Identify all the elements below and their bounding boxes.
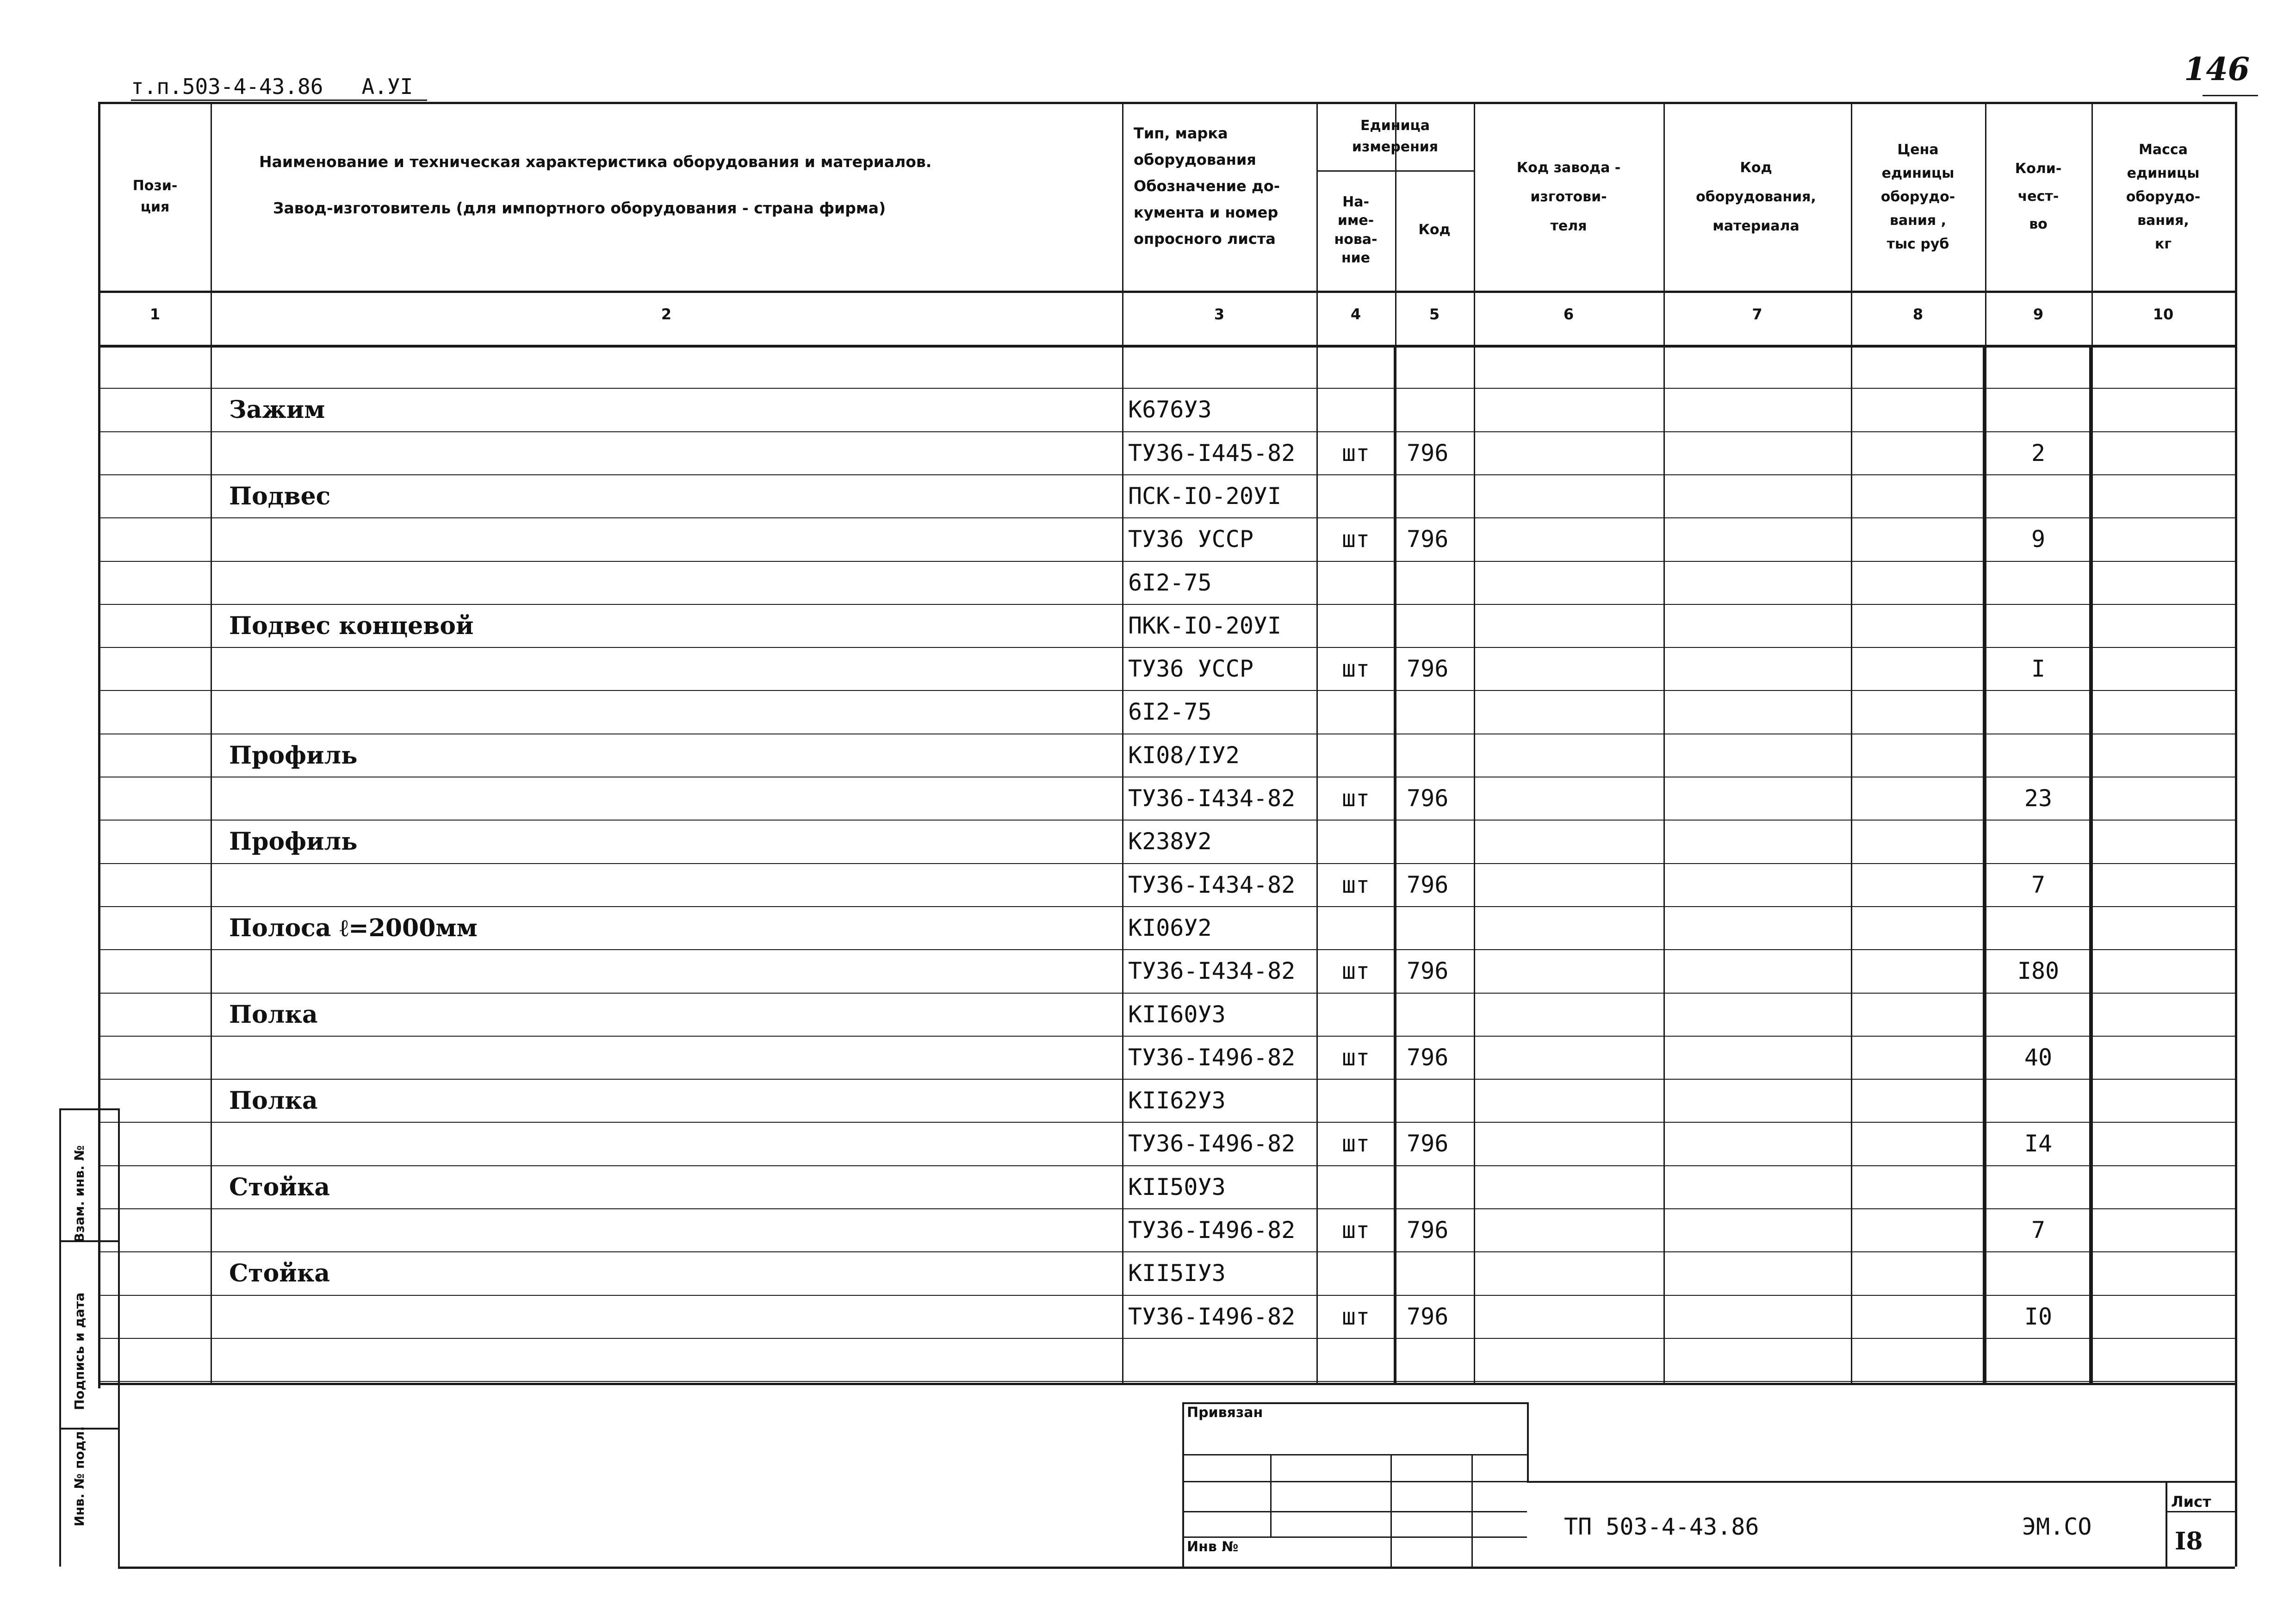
table-row-divider xyxy=(98,1295,2235,1296)
table-row-divider xyxy=(98,1122,2235,1123)
stamp-col xyxy=(1270,1454,1272,1536)
table-row-divider xyxy=(98,1251,2235,1252)
item-type-document: ТУ36-I496-82 xyxy=(1128,1217,1296,1244)
table-row-divider xyxy=(98,604,2235,605)
item-type-document: ТУ36-I445-82 xyxy=(1128,440,1296,466)
item-unit-code: 796 xyxy=(1407,526,1449,553)
item-name: Стойка xyxy=(229,1173,330,1201)
item-type-document: К676УЗ xyxy=(1128,396,1212,423)
table-row-divider xyxy=(98,906,2235,907)
column-separator xyxy=(1851,102,1852,1383)
header-unit-mass: Масса единицы оборудо- вания, кг xyxy=(2126,141,2201,252)
table-row-divider xyxy=(98,647,2235,648)
header-position: Пози- ция xyxy=(132,177,178,215)
table-row-divider xyxy=(98,1381,2235,1382)
table-row-divider xyxy=(98,1036,2235,1037)
header-unit-name: На- име- нова- ние xyxy=(1334,193,1378,266)
document-reference-underline xyxy=(131,99,427,101)
colnum-9: 9 xyxy=(2033,305,2044,323)
item-quantity: I4 xyxy=(2024,1130,2053,1157)
item-type-document: КII50УЗ xyxy=(1128,1174,1226,1200)
table-row-divider xyxy=(98,949,2235,950)
colnum-6: 6 xyxy=(1563,305,1574,323)
item-name: Профиль xyxy=(229,827,358,856)
colnum-1: 1 xyxy=(149,305,161,323)
item-quantity: I xyxy=(2031,655,2046,682)
table-row-divider xyxy=(98,561,2235,562)
item-name: Подвес xyxy=(229,482,331,510)
item-type-document: ТУ36-I496-82 xyxy=(1128,1044,1296,1071)
item-unit-code: 796 xyxy=(1407,440,1449,466)
item-unit-code: 796 xyxy=(1407,958,1449,984)
column-separator xyxy=(1663,102,1665,1383)
table-row-divider xyxy=(98,431,2235,432)
item-type-document: ТУ36 УССР xyxy=(1128,526,1253,553)
item-quantity: 2 xyxy=(2031,440,2046,466)
stamp-row xyxy=(1182,1511,1527,1512)
table-row-divider xyxy=(98,1338,2235,1339)
table-body-bottom-border xyxy=(98,1383,2235,1385)
table-row-divider xyxy=(98,1165,2235,1166)
item-name: Зажим xyxy=(229,396,325,424)
item-unit: шт xyxy=(1341,958,1370,984)
item-type-document: 6I2-75 xyxy=(1128,569,1212,596)
header-quantity: Коли- чест- во xyxy=(2015,161,2062,232)
item-unit-code: 796 xyxy=(1407,785,1449,812)
item-name: Полка xyxy=(229,1087,318,1115)
table-row-divider xyxy=(98,1079,2235,1080)
stamp-col xyxy=(1390,1454,1392,1567)
header-equipment-code: Код оборудования, материала xyxy=(1696,159,1816,234)
item-unit: шт xyxy=(1341,1303,1370,1330)
item-name: Стойка xyxy=(229,1259,330,1287)
item-type-document: ПКК-IO-20УI xyxy=(1128,612,1282,639)
item-unit-code: 796 xyxy=(1407,1303,1449,1330)
item-type-document: К238У2 xyxy=(1128,828,1212,855)
stamp-attached-label: Привязан xyxy=(1187,1405,1263,1421)
item-type-document: КII60УЗ xyxy=(1128,1001,1226,1028)
colnum-5: 5 xyxy=(1429,305,1440,323)
header-bottom-border xyxy=(98,291,2235,293)
side-stamp-left-edge xyxy=(59,1108,61,1567)
item-name: Подвес концевой xyxy=(229,612,474,640)
item-type-document: КII5IУЗ xyxy=(1128,1260,1226,1287)
sheet-box-divider xyxy=(2166,1511,2235,1512)
table-row-divider xyxy=(98,993,2235,994)
side-stamp-top xyxy=(59,1108,118,1110)
title-block-top xyxy=(1527,1481,2235,1483)
stamp-left xyxy=(1182,1402,1184,1567)
header-name-line1: Наименование и техническая характеристика оборудования и материалов. xyxy=(259,153,932,171)
header-name-line2: Завод-изготовитель (для импортного оборудования - страна фирма) xyxy=(273,199,886,217)
item-quantity: 9 xyxy=(2031,526,2046,553)
stamp-right xyxy=(1527,1402,1529,1481)
column-number-bottom-border xyxy=(98,345,2235,348)
table-row-divider xyxy=(98,863,2235,864)
sheet-handwritten-number: 146 xyxy=(2184,51,2250,88)
table-left-border xyxy=(98,102,100,1388)
stamp-inv-no-label: Инв № xyxy=(1187,1539,1239,1555)
stamp-col xyxy=(1471,1454,1473,1567)
stamp-document-code: ТП 503-4-43.86 xyxy=(1564,1513,1759,1540)
side-stamp-right-edge xyxy=(118,1108,120,1567)
item-name: Полоса ℓ=2000мм xyxy=(229,914,478,942)
header-unit-code: Код xyxy=(1418,222,1451,238)
header-unit-group: Единица измерения xyxy=(1352,117,1439,155)
stamp-row xyxy=(1182,1454,1527,1455)
item-unit-code: 796 xyxy=(1407,1130,1449,1157)
column-separator xyxy=(1122,102,1123,1383)
item-type-document: КI06У2 xyxy=(1128,914,1212,941)
item-quantity: 7 xyxy=(2031,871,2046,898)
item-unit: шт xyxy=(1341,785,1370,812)
item-unit-code: 796 xyxy=(1407,871,1449,898)
item-quantity: 23 xyxy=(2024,785,2053,812)
frame-bottom-border xyxy=(118,1567,2235,1569)
item-unit-code: 796 xyxy=(1407,1217,1449,1244)
colnum-3: 3 xyxy=(1214,305,1225,323)
item-unit-code: 796 xyxy=(1407,655,1449,682)
item-name: Полка xyxy=(229,1001,318,1029)
stamp-mark: ЭМ.СО xyxy=(2022,1513,2092,1540)
stamp-row xyxy=(1182,1481,1527,1482)
table-row-divider xyxy=(98,517,2235,518)
item-unit: шт xyxy=(1341,1130,1370,1157)
stamp-sheet-number: I8 xyxy=(2175,1527,2203,1555)
item-unit: шт xyxy=(1341,440,1370,466)
item-type-document: ПСК-IO-20УI xyxy=(1128,483,1282,510)
side-sign-date: Подпись и дата xyxy=(72,1292,87,1411)
column-separator xyxy=(1474,102,1475,1383)
colnum-8: 8 xyxy=(1912,305,1924,323)
sheet-mark-underline xyxy=(2203,95,2258,96)
item-type-document: ТУ36-I496-82 xyxy=(1128,1303,1296,1330)
item-quantity: I80 xyxy=(2017,958,2060,984)
colnum-10: 10 xyxy=(2153,305,2174,323)
item-type-document: ТУ36-I434-82 xyxy=(1128,785,1296,812)
sheet-box-left xyxy=(2166,1481,2167,1567)
table-row-divider xyxy=(98,1208,2235,1209)
table-row-divider xyxy=(98,690,2235,691)
column-separator xyxy=(1316,102,1318,1383)
item-type-document: 6I2-75 xyxy=(1128,698,1212,725)
item-type-document: КII62УЗ xyxy=(1128,1087,1226,1114)
item-quantity: I0 xyxy=(2024,1303,2053,1330)
colnum-7: 7 xyxy=(1752,305,1762,323)
table-row-divider xyxy=(98,474,2235,475)
item-quantity: 40 xyxy=(2024,1044,2053,1071)
colnum-4: 4 xyxy=(1350,305,1361,323)
column-separator xyxy=(211,102,212,1383)
stamp-top xyxy=(1182,1402,1527,1404)
item-unit-code: 796 xyxy=(1407,1044,1449,1071)
colnum-2: 2 xyxy=(661,305,672,323)
side-inv-original: Инв. № подл. xyxy=(72,1426,87,1527)
header-type-mark: Тип, марка оборудования Обозначение до- кумента и номер опросного листа xyxy=(1134,124,1280,248)
item-name: Профиль xyxy=(229,741,358,770)
stamp-row xyxy=(1182,1536,1527,1538)
item-unit: шт xyxy=(1341,871,1370,898)
side-inv-replaced: Взам. инв. № xyxy=(72,1145,87,1243)
table-right-border xyxy=(2235,102,2237,1567)
item-unit: шт xyxy=(1341,1217,1370,1244)
header-manufacturer-code: Код завода - изготови- теля xyxy=(1516,159,1621,234)
item-unit: шт xyxy=(1341,1044,1370,1071)
header-unit-price: Цена единицы оборудо- вания , тыс руб xyxy=(1880,141,1955,252)
table-row-divider xyxy=(98,388,2235,389)
item-type-document: ТУ36 УССР xyxy=(1128,655,1253,682)
item-type-document: ТУ36-I434-82 xyxy=(1128,871,1296,898)
item-unit: шт xyxy=(1341,655,1370,682)
item-unit: шт xyxy=(1341,526,1370,553)
item-type-document: КI08/IУ2 xyxy=(1128,742,1240,769)
item-type-document: ТУ36-I496-82 xyxy=(1128,1130,1296,1157)
item-quantity: 7 xyxy=(2031,1217,2046,1244)
stamp-sheet-label: Лист xyxy=(2171,1493,2211,1511)
table-row-divider xyxy=(98,820,2235,821)
document-reference: т.п.503-4-43.86 А.УI xyxy=(131,74,413,99)
item-type-document: ТУ36-I434-82 xyxy=(1128,958,1296,984)
